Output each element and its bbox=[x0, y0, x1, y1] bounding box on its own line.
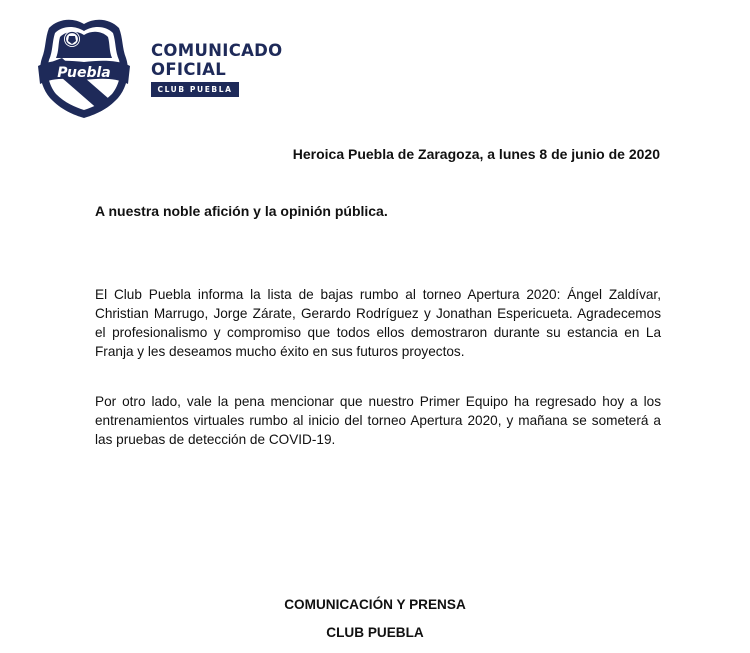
letter-date: Heroica Puebla de Zaragoza, a lunes 8 de junio de 2020 bbox=[292, 146, 660, 162]
communique-title-line2: OFICIAL bbox=[151, 60, 227, 79]
club-puebla-crest-logo bbox=[36, 14, 132, 120]
communique-title-line1: COMUNICADO bbox=[151, 41, 283, 60]
signature-club: CLUB PUEBLA bbox=[326, 625, 424, 640]
signature-department: COMUNICACIÓN Y PRENSA bbox=[284, 597, 466, 612]
letter-salutation: A nuestra noble afición y la opinión pública. bbox=[95, 203, 388, 219]
crest-wordmark: Puebla bbox=[57, 65, 111, 81]
club-badge: CLUB PUEBLA bbox=[151, 82, 239, 97]
communique-title bbox=[151, 41, 283, 79]
letter-paragraph-1: El Club Puebla informa la lista de bajas rumbo al torneo Apertura 2020: Ángel Zaldívar, Christian Marrugo, Jorge Zárate, Gerardo Rodríguez y Jonathan Espericueta. Agradecemos el profesionalismo y compromiso que todos ellos demostraron durante su estancia en La Franja y les deseamos mucho éxito en sus futuros proyectos. bbox=[95, 287, 661, 359]
letter-paragraph-2: Por otro lado, vale la pena mencionar que nuestro Primer Equipo ha regresado hoy a los entrenamientos virtuales rumbo al inicio del torneo Apertura 2020, y mañana se someterá a las pruebas de detección de COVID-19. bbox=[95, 394, 661, 447]
